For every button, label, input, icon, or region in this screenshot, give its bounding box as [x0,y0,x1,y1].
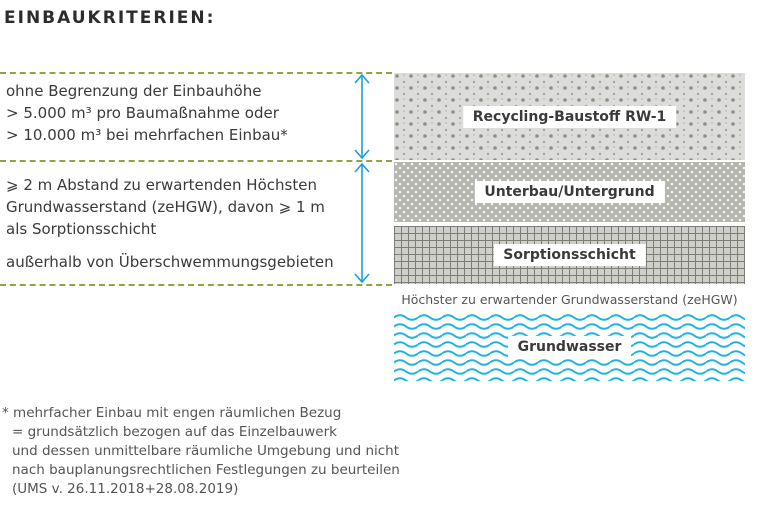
criteria-flood: außerhalb von Überschwemmungsgebieten [6,253,334,271]
criteria-bottom [6,174,325,240]
distance-arrow-icon [352,162,372,284]
groundwater-caption: Höchster zu erwartender Grundwasserstand (zeHGW) [401,292,738,307]
criteria-line: ⩾ 2 m Abstand zu erwartenden Höchsten [6,176,317,194]
layer-unterbau [394,162,745,222]
footnote [2,404,400,499]
footnote-line: = grundsätzlich bezogen auf das Einzelbauwerk [12,424,337,440]
criteria-line: > 5.000 m³ pro Baumaßnahme oder [6,104,279,122]
divider-middle [0,160,392,162]
criteria-line: ohne Begrenzung der Einbauhöhe [6,82,262,100]
criteria-top [6,80,288,146]
footnote-line: nach bauplanungsrechtlichen Festlegungen zu beurteilen [12,462,400,478]
page-title: EINBAUKRITERIEN: [4,8,216,28]
height-arrow-icon [352,73,372,160]
layer-grundwasser [394,313,745,381]
criteria-line: > 10.000 m³ bei mehrfachen Einbau* [6,126,288,144]
layer-label-sorption: Sorptionsschicht [493,244,645,266]
layer-sorption [394,226,745,284]
layer-label-unterbau: Unterbau/Untergrund [474,181,664,203]
criteria-line: Grundwasserstand (zeHGW), davon ⩾ 1 m [6,198,325,216]
footnote-line: und dessen unmittelbare räumliche Umgebung und nicht [12,443,400,459]
divider-top [0,72,392,74]
divider-bottom [0,284,392,286]
footnote-line: * mehrfacher Einbau mit engen räumlichen Bezug [2,405,342,421]
criteria-line: als Sorptionsschicht [6,220,157,238]
footnote-line: (UMS v. 26.11.2018+28.08.2019) [12,481,239,497]
layer-label-grundwasser: Grundwasser [508,336,632,358]
layer-recycling [394,73,745,160]
layer-label-recycling: Recycling-Baustoff RW-1 [463,106,676,128]
